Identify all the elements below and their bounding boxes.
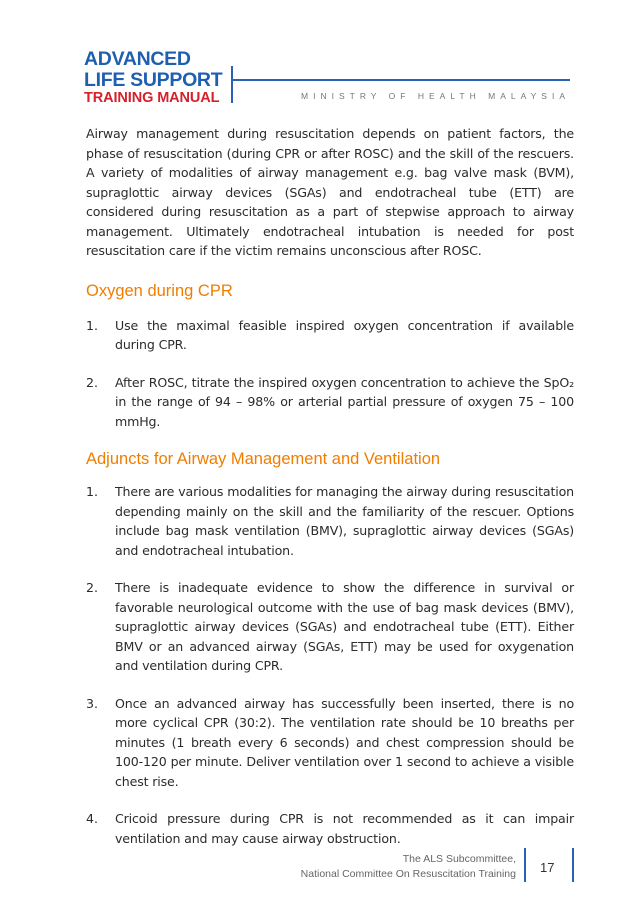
footer-line-committee: National Committee On Resuscitation Training xyxy=(300,868,516,880)
page-content xyxy=(86,124,574,866)
list-text: Use the maximal feasible inspired oxygen concentration if available during CPR. xyxy=(115,317,574,352)
section-heading-oxygen: Oxygen during CPR xyxy=(86,281,233,300)
list-text: There is inadequate evidence to show the difference in survival or favorable neurological outcome with the use of bag mask devices (BMV), supraglottic airway devices (SGAs) and endotracheal tube (ETT). Either BMV or an advanced airway (SGAs, ETT) may be used for oxygenation and ventilation during CPR. xyxy=(115,580,574,673)
header-vertical-rule xyxy=(231,66,233,103)
header-horizontal-rule xyxy=(233,79,570,81)
list-text: After ROSC, titrate the inspired oxygen concentration to achieve the SpO₂ in the range of 94 – 98% or arterial partial pressure of oxygen 75 – 100 mmHg. xyxy=(115,374,574,429)
footer-credit xyxy=(301,852,516,882)
list-item xyxy=(86,809,574,848)
list-text: Once an advanced airway has successfully been inserted, there is no more cyclical CPR (30:2). The ventilation rate should be 10 breaths per minutes (1 breath every 6 seconds) and chest compression should be 100-120 per minute. Deliver ventilation over 1 second to achieve a visible chest rise. xyxy=(115,695,574,789)
list-item xyxy=(86,482,574,560)
list-item xyxy=(86,578,574,676)
footer-line-subcommittee: The ALS Subcommittee, xyxy=(402,853,516,865)
list-number: 1. xyxy=(86,484,99,499)
list-number: 2. xyxy=(86,580,99,595)
list-item xyxy=(86,694,574,792)
logo-line-life-support: LIFE SUPPORT xyxy=(84,68,223,91)
list-text: There are various modalities for managing the airway during resuscitation depending mainly on the skill and the familiarity of the rescuer. Options include bag mask ventilation (BMV), supraglottic airway devices (SGAs) and endotracheal intubation. xyxy=(115,484,574,558)
list-item xyxy=(86,316,574,355)
manual-logo xyxy=(84,50,222,106)
list-number: 1. xyxy=(86,317,99,333)
list-item xyxy=(86,373,574,432)
logo-line-advanced: ADVANCED xyxy=(84,48,191,70)
oxygen-list xyxy=(86,316,574,432)
logo-line-training-manual: TRAINING MANUAL xyxy=(84,90,220,106)
section-heading-adjuncts: Adjuncts for Airway Management and Ventilation xyxy=(86,450,441,468)
list-number: 4. xyxy=(86,811,99,826)
ministry-label: MINISTRY OF HEALTH MALAYSIA xyxy=(301,91,570,101)
list-number: 2. xyxy=(86,374,99,390)
intro-paragraph: Airway management during resuscitation depends on patient factors, the phase of resuscitation (during CPR or after ROSC) and the skill of the rescuers. A variety of modalities of airway management e.g. bag valve mask (BVM), supraglottic airway devices (SGAs) and endotracheal tube (ETT) are considered during resuscitation as a part of stepwise approach to airway management. Ultimately endotracheal intubation is needed for post resuscitation care if the victim remains unconscious after ROSC. xyxy=(86,126,574,258)
list-number: 3. xyxy=(86,695,99,711)
footer-right-rule xyxy=(572,848,574,882)
list-text: Cricoid pressure during CPR is not recommended as it can impair ventilation and may cause airway obstruction. xyxy=(115,811,574,846)
adjuncts-list xyxy=(86,482,574,848)
footer-left-rule xyxy=(524,848,526,882)
page-number: 17 xyxy=(540,860,555,875)
